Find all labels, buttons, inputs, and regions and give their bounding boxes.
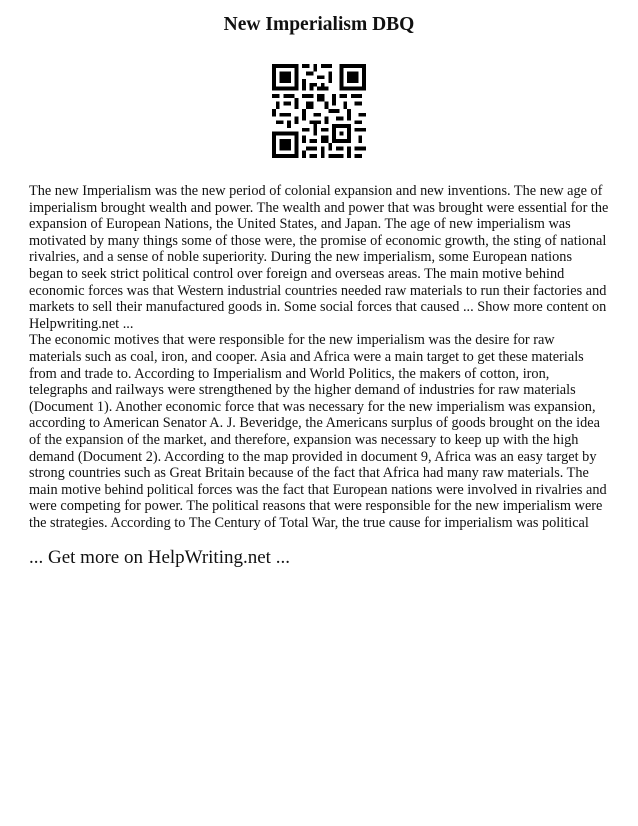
paragraph-intro: The new Imperialism was the new period of colonial expansion and new inventions. The new age of imperialism brought wealth and power. The wealth and power that was brought were essential for the expansion of European Nations, the United States, and Japan. The age of new imperialism was motivated by many things some of those were, the promise of economic growth, the sting of national rivalries, and a sense of noble superiority. During the new imperialism, some European nations began to seek strict political control over foreign and overseas areas. The main motive behind economic forces was that Western industrial countries needed raw materials to run their factories and markets to sell their manufactured goods in. Some social forces that caused ... Show more content on Helpwriting.net ... <box>29 183 609 332</box>
paragraph-economic-motives: The economic motives that were responsible for the new imperialism was the desire for raw materials such as coal, iron, and cooper. Asia and Africa were a main target to get these materials from and trade to. According to Imperialism and World Politics, the makers of cotton, iron, telegraphs and railways were strengthened by the higher demand of industries for raw materials (Document 1). Another economic force that was necessary for the new imperialism was expansion, according to American Senator A. J. Beveridge, the Americans surplus of goods brought on the idea of the expansion of the market, and therefore, expansion was necessary to keep up with the high demand (Document 2). According to the map provided in document 9, Africa was an easy target by strong countries such as Great Britain because of the fact that Africa had many raw materials. The main motive behind political forces was the fact that European nations were involved in rivalries and were competing for power. The political reasons that were responsible for the new imperialism were the strategies. According to The Century of Total War, the true cause for imperialism was political <box>29 332 607 531</box>
document-title: New Imperialism DBQ <box>223 14 415 35</box>
get-more-link[interactable]: ... Get more on HelpWriting.net ... <box>29 547 290 568</box>
qr-code-icon <box>272 64 366 158</box>
article-body <box>29 183 609 531</box>
